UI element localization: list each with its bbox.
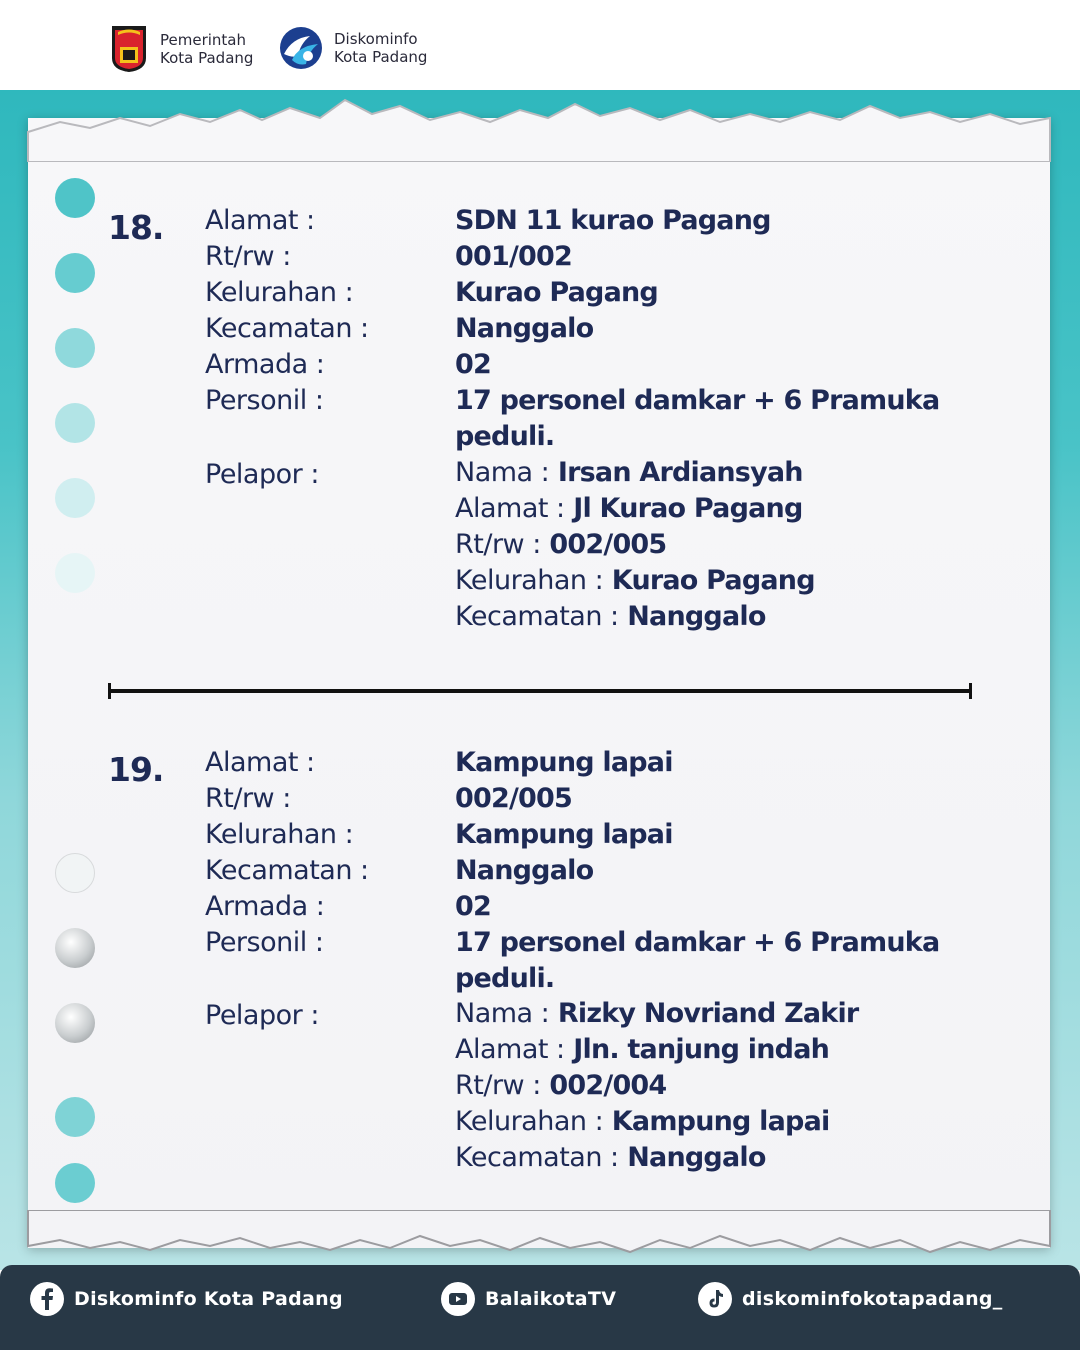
binder-hole xyxy=(55,928,95,968)
youtube-link[interactable] xyxy=(441,1265,616,1333)
value-armada: 02 xyxy=(455,349,491,380)
value-rtrw: 002/005 xyxy=(455,783,572,814)
entry-number: 18. xyxy=(108,208,164,247)
pelapor-kecamatan-label: Kecamatan : xyxy=(455,601,619,632)
pemkot-crest-icon xyxy=(108,24,150,74)
value-personil-line1: 17 personel damkar + 6 Pramuka xyxy=(455,927,940,958)
label-alamat: Alamat : xyxy=(205,205,315,236)
pelapor-nama-label: Nama : xyxy=(455,457,550,488)
pemkot-logo-block xyxy=(108,24,253,74)
torn-edge-bottom xyxy=(0,1210,1080,1270)
pelapor-kelurahan-label: Kelurahan : xyxy=(455,565,604,596)
youtube-text: BalaikotaTV xyxy=(485,1288,617,1310)
label-kecamatan: Kecamatan : xyxy=(205,855,369,886)
binder-hole xyxy=(55,1097,95,1137)
pelapor-rtrw-label: Rt/rw : xyxy=(455,1070,541,1101)
pelapor-nama xyxy=(455,457,803,488)
diskominfo-logo-block xyxy=(278,24,427,72)
diskominfo-line2: Kota Padang xyxy=(334,48,428,66)
value-personil-line1: 17 personel damkar + 6 Pramuka xyxy=(455,385,940,416)
label-kelurahan: Kelurahan : xyxy=(205,819,354,850)
binder-hole xyxy=(55,1163,95,1203)
value-personil-line2: peduli. xyxy=(455,963,555,994)
pelapor-nama-value: Irsan Ardiansyah xyxy=(557,457,803,488)
pelapor-rtrw xyxy=(455,1070,666,1101)
pelapor-nama-label: Nama : xyxy=(455,998,550,1029)
pelapor-alamat-label: Alamat : xyxy=(455,1034,565,1065)
label-pelapor: Pelapor : xyxy=(205,1000,319,1031)
torn-edge-top xyxy=(0,92,1080,162)
value-rtrw: 001/002 xyxy=(455,241,572,272)
pelapor-rtrw-value: 002/005 xyxy=(549,529,667,560)
label-pelapor: Pelapor : xyxy=(205,459,319,490)
pelapor-rtrw-label: Rt/rw : xyxy=(455,529,541,560)
facebook-icon xyxy=(30,1282,64,1316)
pelapor-kelurahan-label: Kelurahan : xyxy=(455,1106,604,1137)
label-alamat: Alamat : xyxy=(205,747,315,778)
value-alamat: Kampung lapai xyxy=(455,747,673,778)
value-armada: 02 xyxy=(455,891,491,922)
pelapor-nama-value: Rizky Novriand Zakir xyxy=(557,998,859,1029)
pelapor-kecamatan-value: Nanggalo xyxy=(627,601,766,632)
binder-hole xyxy=(55,328,95,368)
pelapor-kecamatan-label: Kecamatan : xyxy=(455,1142,619,1173)
label-armada: Armada : xyxy=(205,891,325,922)
diskominfo-logo-icon xyxy=(278,24,324,72)
pelapor-alamat-value: Jln. tanjung indah xyxy=(573,1034,830,1065)
pelapor-rtrw xyxy=(455,529,666,560)
value-kecamatan: Nanggalo xyxy=(455,313,594,344)
binder-hole xyxy=(55,853,95,893)
label-kelurahan: Kelurahan : xyxy=(205,277,354,308)
binder-hole xyxy=(55,1003,95,1043)
section-divider xyxy=(108,689,972,693)
label-personil: Personil : xyxy=(205,385,324,416)
value-kelurahan: Kurao Pagang xyxy=(455,277,658,308)
binder-hole xyxy=(55,478,95,518)
binder-hole xyxy=(55,553,95,593)
tiktok-icon xyxy=(698,1282,732,1316)
label-kecamatan: Kecamatan : xyxy=(205,313,369,344)
pelapor-rtrw-value: 002/004 xyxy=(549,1070,667,1101)
youtube-icon xyxy=(441,1282,475,1316)
label-rtrw: Rt/rw : xyxy=(205,241,291,272)
binder-hole xyxy=(55,403,95,443)
pelapor-nama xyxy=(455,998,858,1029)
facebook-text: Diskominfo Kota Padang xyxy=(74,1288,343,1310)
entry-number: 19. xyxy=(108,750,164,789)
value-kecamatan: Nanggalo xyxy=(455,855,594,886)
binder-hole xyxy=(55,178,95,218)
tiktok-text: diskominfokotapadang_ xyxy=(742,1288,1003,1310)
value-kelurahan: Kampung lapai xyxy=(455,819,673,850)
pelapor-kecamatan xyxy=(455,601,766,632)
pelapor-kelurahan-value: Kurao Pagang xyxy=(611,565,815,596)
pelapor-kecamatan-value: Nanggalo xyxy=(627,1142,766,1173)
header xyxy=(0,0,1080,92)
pelapor-kelurahan xyxy=(455,565,815,596)
binder-hole xyxy=(55,253,95,293)
label-armada: Armada : xyxy=(205,349,325,380)
value-personil-line2: peduli. xyxy=(455,421,555,452)
pelapor-kecamatan xyxy=(455,1142,766,1173)
pelapor-alamat-label: Alamat : xyxy=(455,493,565,524)
diskominfo-line1: Diskominfo xyxy=(334,30,418,48)
pelapor-kelurahan-value: Kampung lapai xyxy=(611,1106,830,1137)
tiktok-link[interactable] xyxy=(698,1265,1003,1333)
label-rtrw: Rt/rw : xyxy=(205,783,291,814)
pelapor-alamat xyxy=(455,493,802,524)
value-alamat: SDN 11 kurao Pagang xyxy=(455,205,771,236)
pemkot-line1: Pemerintah xyxy=(160,31,247,49)
pelapor-kelurahan xyxy=(455,1106,829,1137)
pelapor-alamat-value: Jl Kurao Pagang xyxy=(573,493,803,524)
label-personil: Personil : xyxy=(205,927,324,958)
pelapor-alamat xyxy=(455,1034,829,1065)
pemkot-line2: Kota Padang xyxy=(160,49,254,67)
footer-bar xyxy=(0,1265,1080,1350)
facebook-link[interactable] xyxy=(30,1265,343,1333)
